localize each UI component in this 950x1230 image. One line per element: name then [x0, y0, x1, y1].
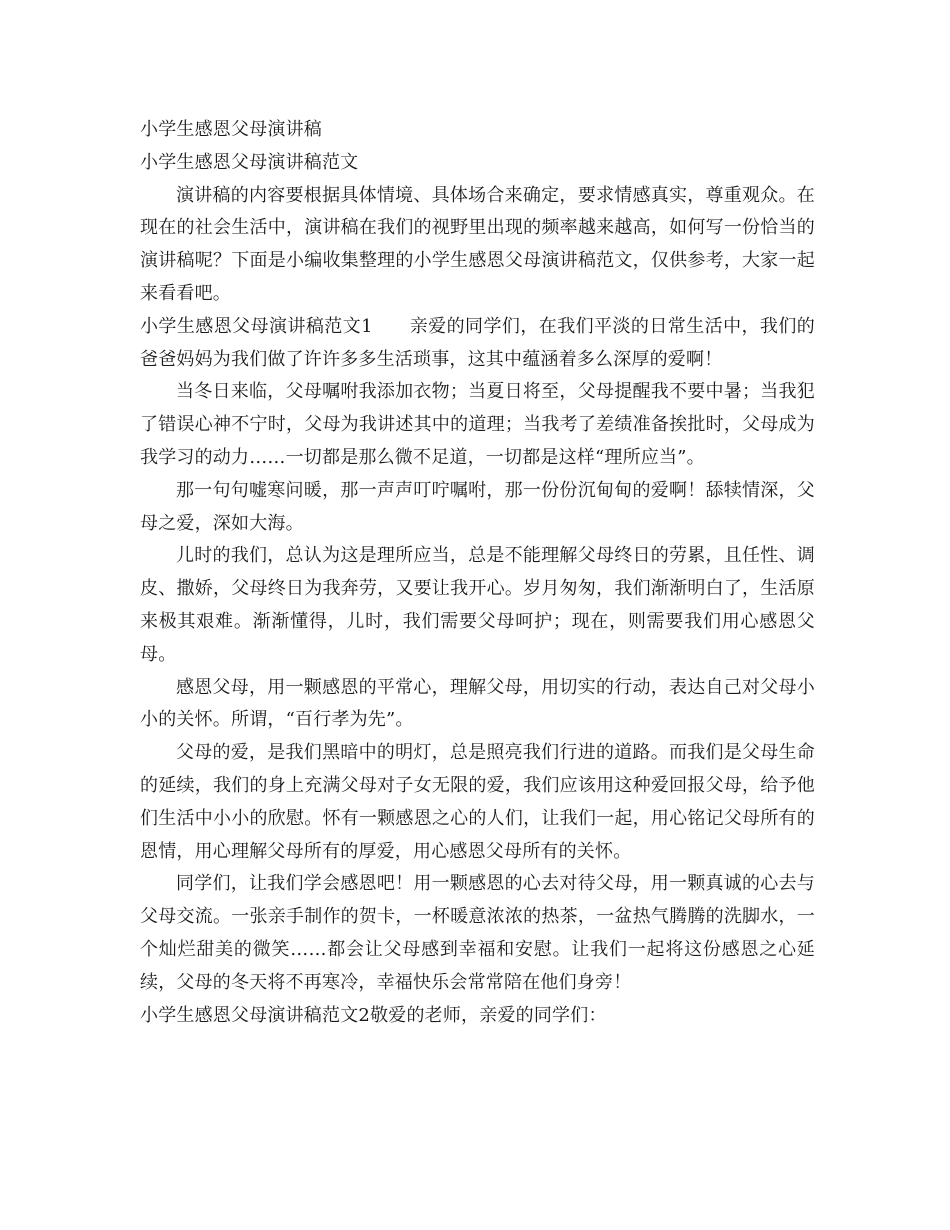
section1-paragraph: 当冬日来临，父母嘱咐我添加衣物；当夏日将至，父母提醒我不要中暑；当我犯了错误心神不宁时，父母为我讲述其中的道理；当我考了差绩准备挨批时，父母成为我学习的动力……一切都是那么微不足道，一切都是这样“理所应当”。 — [140, 381, 815, 468]
section1-paragraph: 父母的爱，是我们黑暗中的明灯，总是照亮我们行进的道路。而我们是父母生命的延续，我们的身上充满父母对子女无限的爱，我们应该用这种爱回报父母，给予他们生活中小小的欣慰。怀有一颗感恩之心的人们，让我们一起，用心铭记父母所有的恩情，用心理解父母所有的厚爱，用心感恩父母所有的关怀。 — [140, 742, 815, 862]
section1-paragraph: 感恩父母，用一颗感恩的平常心，理解父母，用切实的行动，表达自己对父母小小的关怀。所谓，“百行孝为先”。 — [140, 676, 815, 731]
section1-paragraph: 同学们，让我们学会感恩吧！用一颗感恩的心去对待父母，用一颗真诚的心去与父母交流。一张亲手制作的贺卡，一杯暖意浓浓的热茶，一盆热气腾腾的洗脚水，一个灿烂甜美的微笑……都会让父母感到幸福和安慰。让我们一起将这份感恩之心延续，父母的冬天将不再寒冷，幸福快乐会常常陪在他们身旁！ — [140, 873, 815, 993]
section1-paragraph: 那一句句嘘寒问暖，那一声声叮咛嘱咐，那一份份沉甸甸的爱啊！舔犊情深，父母之爱，深如大海。 — [140, 479, 815, 534]
document-body — [140, 114, 815, 1032]
section1-first-paragraph — [140, 311, 815, 377]
document-subtitle: 小学生感恩父母演讲稿范文 — [140, 151, 359, 173]
section2-heading: 小学生感恩父母演讲稿范文2 — [140, 1004, 371, 1026]
document-title: 小学生感恩父母演讲稿 — [140, 119, 322, 140]
intro-paragraph: 演讲稿的内容要根据具体情境、具体场合来确定，要求情感真实，尊重观众。在现在的社会生活中，演讲稿在我们的视野里出现的频率越来越高，如何写一份恰当的演讲稿呢？下面是小编收集整理的小学生感恩父母演讲稿范文，仅供参考，大家一起来看看吧。 — [140, 184, 815, 304]
section1-paragraph: 儿时的我们，总认为这是理所应当，总是不能理解父母终日的劳累，且任性、调皮、撒娇，父母终日为我奔劳，又要让我开心。岁月匆匆，我们渐渐明白了，生活原来极其艰难。渐渐懂得，儿时，我们需要父母呵护；现在，则需要我们用心感恩父母。 — [140, 545, 815, 665]
section2-lead: 敬爱的老师，亲爱的同学们： — [370, 1004, 607, 1026]
section1-heading: 小学生感恩父母演讲稿范文1 — [140, 315, 373, 337]
section2-first-paragraph — [140, 1000, 815, 1033]
section1-lead: 亲爱的同学们，在我们平淡的日常生活中，我们的爸爸妈妈为我们做了许许多多生活琐事，这其中蕴涵着多么深厚的爱啊！ — [140, 315, 815, 370]
